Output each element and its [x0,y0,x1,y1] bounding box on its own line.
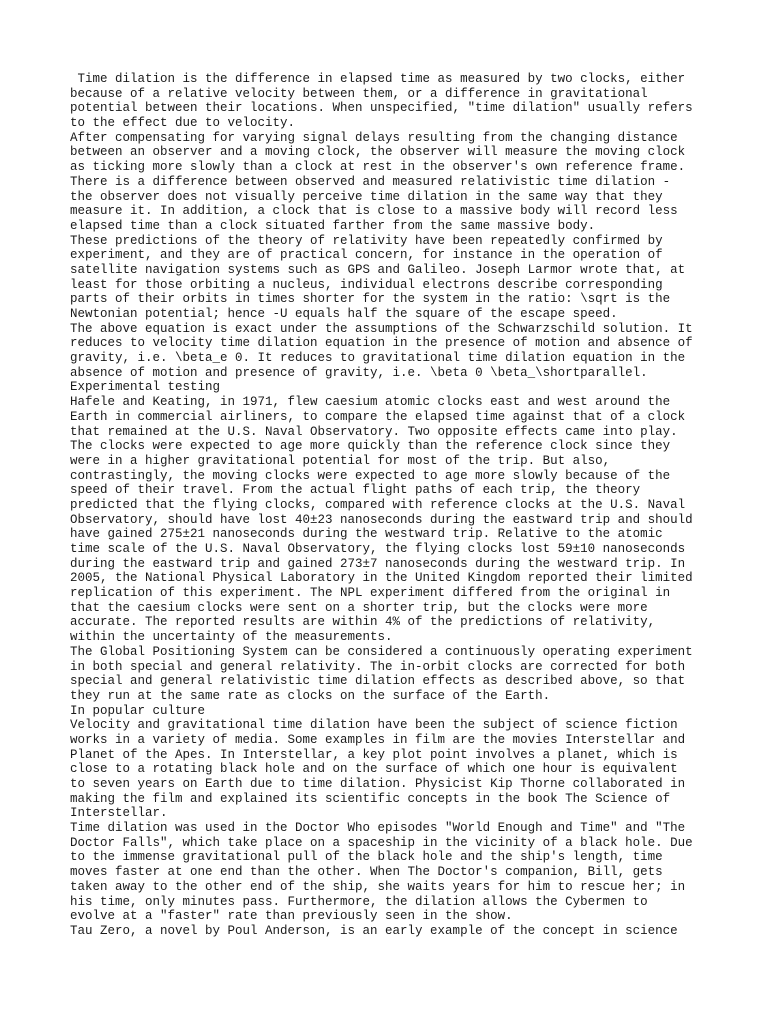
text-line: time scale of the U.S. Naval Observatory, the flying clocks lost 59±10 nanoseconds [70,542,686,556]
text-line: taken away to the other end of the ship, she waits years for him to rescue her; in [70,879,686,894]
text-line: Newtonian potential; hence -U equals half the square of the escape speed. [70,307,618,321]
text-line: Velocity and gravitational time dilation have been the subject of science fiction [70,718,678,733]
text-line: in both special and general relativity. The in-orbit clocks are corrected for both [70,659,686,674]
text-line: The above equation is exact under the assumptions of the Schwarzschild solution. It [70,321,693,336]
text-line: The clocks were expected to age more quickly than the reference clock since they [70,439,671,454]
text-line: gravity, i.e. \beta_e 0. It reduces to gravitational time dilation equation in the [70,351,686,366]
text-line: accurate. The reported results are within 4% of the predictions of relativity, [70,615,656,630]
text-line: Hafele and Keating, in 1971, flew caesium atomic clocks east and west around the [70,395,671,410]
text-line: as ticking more slowly than a clock at rest in the observer's own reference frame. [70,160,686,175]
text-line: that the caesium clocks were sent on a shorter trip, but the clocks were more [70,600,648,615]
text-line: measure it. In addition, a clock that is close to a massive body will record less [70,204,678,219]
text-line: Observatory, should have lost 40±23 nanoseconds during the eastward trip and should [70,512,693,527]
text-line: potential between their locations. When unspecified, "time dilation" usually refers [70,101,693,116]
text-line: predicted that the flying clocks, compared with reference clocks at the U.S. Naval [70,497,686,512]
text-line: to the effect due to velocity. [70,116,296,131]
text-line: speed of their travel. From the actual flight paths of each trip, the theory [70,483,641,498]
text-line: that remained at the U.S. Naval Observatory. Two opposite effects came into play. [70,424,678,439]
text-line: have gained 275±21 nanoseconds during the westward trip. Relative to the atomic [70,527,663,542]
text-line: Earth in commercial airliners, to compare the elapsed time against that of a clock [70,409,686,424]
text-line: satellite navigation systems such as GPS and Galileo. Joseph Larmor wrote that, at [70,262,686,277]
text-line: between an observer and a moving clock, the observer will measure the moving clock [70,145,686,160]
text-line: moves faster at one end than the other. When The Doctor's companion, Bill, gets [70,865,663,880]
text-line: Planet of the Apes. In Interstellar, a key plot point involves a planet, which is [70,747,678,762]
text-line: were in a higher gravitational potential for most of the trip. But also, [70,453,611,468]
text-line: elapsed time than a clock situated farther from the same massive body. [70,218,596,233]
text-line: 2005, the National Physical Laboratory in the United Kingdom reported their limited [70,571,693,586]
text-line: Time dilation is the difference in elapsed time as measured by two clocks, either [70,72,686,86]
text-line: Time dilation was used in the Doctor Who episodes "World Enough and Time" and "The [70,821,686,836]
text-line: works in a variety of media. Some examples in film are the movies Interstellar and [70,732,686,747]
text-line: Interstellar. [70,806,168,821]
text-line: to seven years on Earth due to time dilation. Physicist Kip Thorne collaborated in [70,777,686,791]
text-line: close to a rotating black hole and on the surface of which one hour is equivalent [70,762,678,777]
text-line: contrastingly, the moving clocks were expected to age more slowly because of the [70,468,671,483]
text-line: making the film and explained its scientific concepts in the book The Science of [70,791,671,806]
text-line: parts of their orbits in times shorter for the system in the ratio: \sqrt is the [70,292,671,307]
text-line: The Global Positioning System can be considered a continuously operating experiment [70,644,693,659]
text-line: replication of this experiment. The NPL experiment differed from the original in [70,586,671,601]
text-line: These predictions of the theory of relativity have been repeatedly confirmed by [70,233,663,248]
text-line: because of a relative velocity between them, or a difference in gravitational [70,86,648,101]
text-line: to the immense gravitational pull of the black hole and the ship's length, time [70,850,663,865]
text-line: Tau Zero, a novel by Poul Anderson, is an early example of the concept in science [70,923,678,938]
text-line: experiment, and they are of practical concern, for instance in the operation of [70,248,663,263]
text-line: After compensating for varying signal delays resulting from the changing distance [70,130,678,145]
text-line: during the eastward trip and gained 273±7 nanoseconds during the westward trip. In [70,556,686,571]
text-line: least for those orbiting a nucleus, individual electrons describe corresponding [70,277,663,292]
text-line: reduces to velocity time dilation equation in the presence of motion and absence of [70,336,693,351]
text-line: Experimental testing [70,380,221,395]
text-line: his time, only minutes pass. Furthermore, the dilation allows the Cybermen to [70,894,648,909]
text-line: Doctor Falls", which take place on a spaceship in the vicinity of a black hole. Due [70,835,693,850]
text-line: In popular culture [70,703,206,718]
text-line: they run at the same rate as clocks on the surface of the Earth. [70,688,551,703]
text-line: There is a difference between observed and measured relativistic time dilation - [70,174,671,189]
text-line: special and general relativistic time dilation effects as described above, so that [70,674,686,689]
document-body [70,72,710,939]
text-line: absence of motion and presence of gravity, i.e. \beta 0 \beta_\shortparallel. [70,365,648,380]
text-line: within the uncertainty of the measurements. [70,630,393,645]
text-line: the observer does not visually perceive time dilation in the same way that they [70,189,663,204]
text-line: evolve at a "faster" rate than previously seen in the show. [70,909,513,924]
